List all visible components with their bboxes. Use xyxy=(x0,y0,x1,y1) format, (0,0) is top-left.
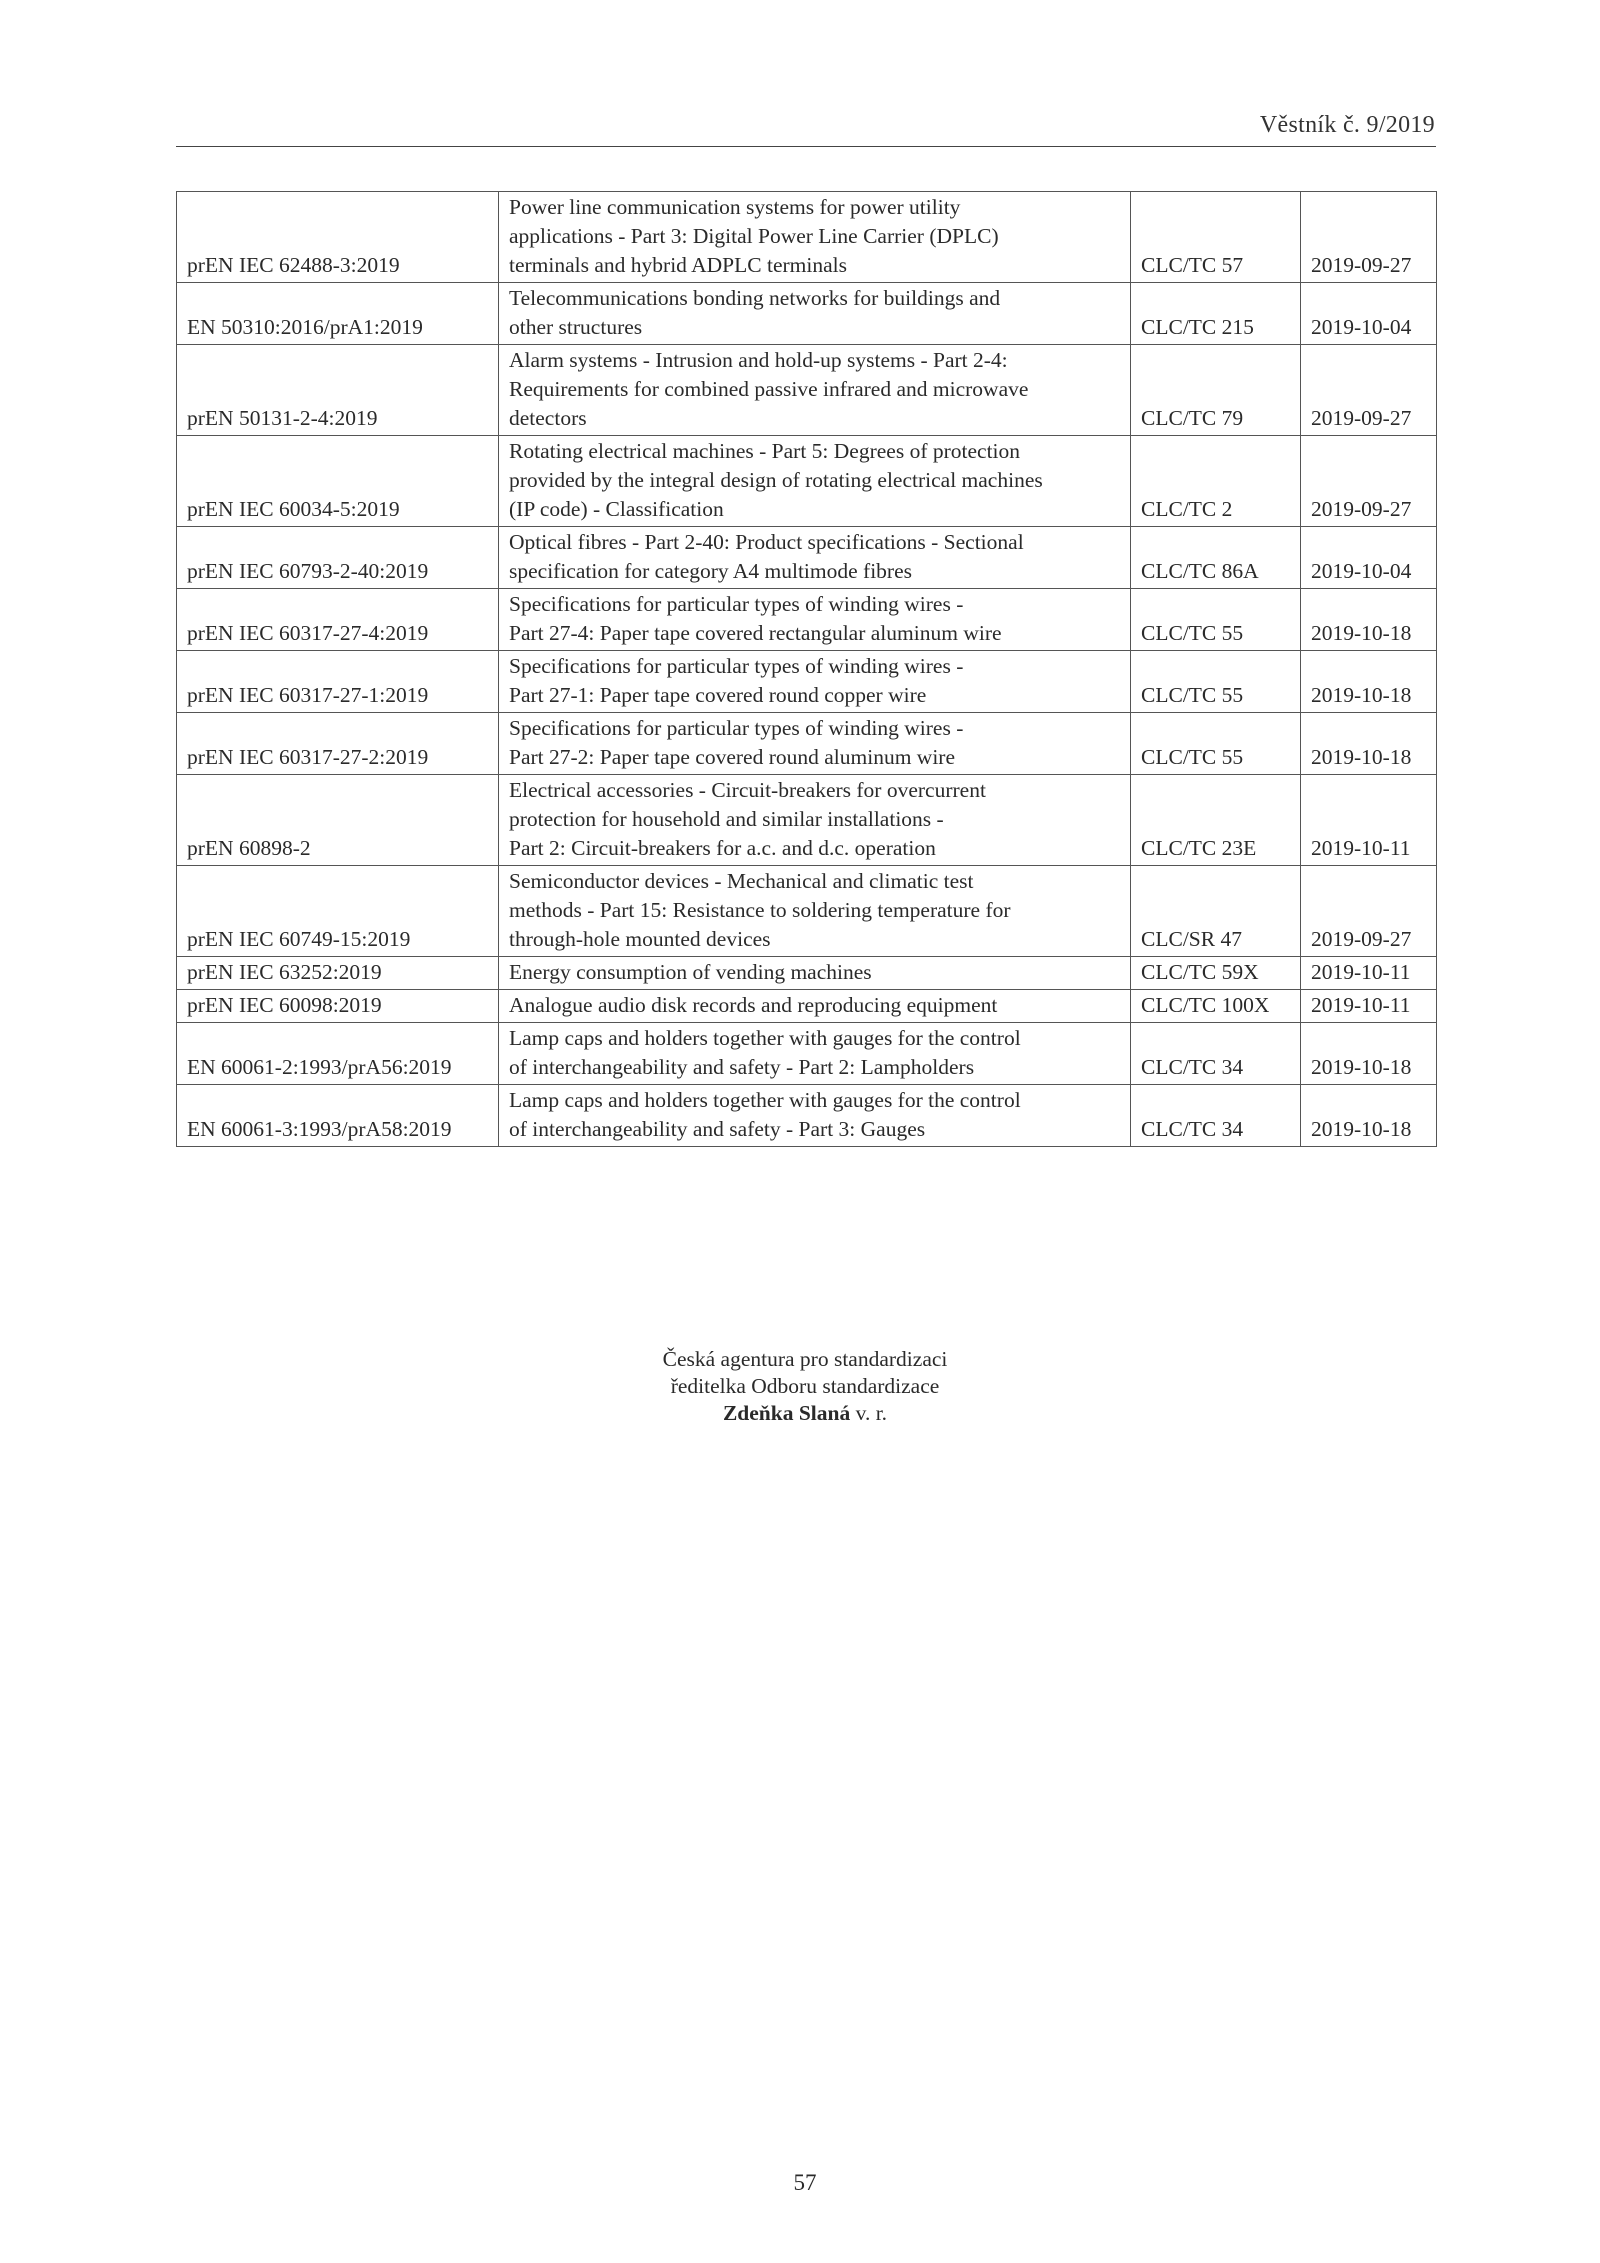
standard-title-cell: Lamp caps and holders together with gauges for the control of interchangeability and safety - Part 2: Lampholders xyxy=(499,1023,1131,1085)
committee-cell: CLC/TC 59X xyxy=(1131,957,1301,990)
standard-title-cell: Energy consumption of vending machines xyxy=(499,957,1131,990)
journal-issue-title: Věstník č. 9/2019 xyxy=(1259,112,1435,138)
deadline-date-cell: 2019-10-11 xyxy=(1301,775,1437,866)
signature-line xyxy=(0,1400,1600,1427)
table-row xyxy=(177,713,1437,775)
committee-cell: CLC/TC 2 xyxy=(1131,436,1301,527)
deadline-date-cell: 2019-10-11 xyxy=(1301,990,1437,1023)
deadline-date-cell: 2019-09-27 xyxy=(1301,192,1437,283)
table-row xyxy=(177,436,1437,527)
standard-title-cell: Optical fibres - Part 2-40: Product specifications - Sectional specification for category A4 multimode fibres xyxy=(499,527,1131,589)
committee-cell: CLC/TC 79 xyxy=(1131,345,1301,436)
standards-table-body xyxy=(177,192,1437,1147)
committee-cell: CLC/TC 34 xyxy=(1131,1023,1301,1085)
standard-code-cell: prEN IEC 63252:2019 xyxy=(177,957,499,990)
standard-title-cell: Telecommunications bonding networks for buildings and other structures xyxy=(499,283,1131,345)
table-row xyxy=(177,775,1437,866)
header-divider xyxy=(176,146,1436,147)
standard-code-cell: prEN 50131-2-4:2019 xyxy=(177,345,499,436)
deadline-date-cell: 2019-10-18 xyxy=(1301,589,1437,651)
standard-code-cell: prEN IEC 60034-5:2019 xyxy=(177,436,499,527)
standard-code-cell: prEN IEC 60749-15:2019 xyxy=(177,866,499,957)
committee-cell: CLC/TC 34 xyxy=(1131,1085,1301,1147)
standard-code-cell: EN 60061-3:1993/prA58:2019 xyxy=(177,1085,499,1147)
deadline-date-cell: 2019-10-04 xyxy=(1301,527,1437,589)
table-row xyxy=(177,283,1437,345)
deadline-date-cell: 2019-09-27 xyxy=(1301,436,1437,527)
table-row xyxy=(177,192,1437,283)
standard-code-cell: prEN IEC 60317-27-2:2019 xyxy=(177,713,499,775)
deadline-date-cell: 2019-10-18 xyxy=(1301,1023,1437,1085)
committee-cell: CLC/TC 86A xyxy=(1131,527,1301,589)
table-row xyxy=(177,345,1437,436)
standard-title-cell: Rotating electrical machines - Part 5: Degrees of protection provided by the integral design of rotating electrical machines (IP code) - Classification xyxy=(499,436,1131,527)
table-row xyxy=(177,651,1437,713)
standard-code-cell: EN 50310:2016/prA1:2019 xyxy=(177,283,499,345)
deadline-date-cell: 2019-10-11 xyxy=(1301,957,1437,990)
table-row xyxy=(177,1023,1437,1085)
table-row xyxy=(177,866,1437,957)
committee-cell: CLC/SR 47 xyxy=(1131,866,1301,957)
page-number: 57 xyxy=(793,2170,817,2195)
standard-title-cell: Lamp caps and holders together with gauges for the control of interchangeability and safety - Part 3: Gauges xyxy=(499,1085,1131,1147)
standard-title-cell: Specifications for particular types of winding wires - Part 27-1: Paper tape covered round copper wire xyxy=(499,651,1131,713)
deadline-date-cell: 2019-09-27 xyxy=(1301,345,1437,436)
table-row xyxy=(177,527,1437,589)
deadline-date-cell: 2019-10-18 xyxy=(1301,713,1437,775)
standard-code-cell: prEN IEC 60317-27-4:2019 xyxy=(177,589,499,651)
signature-position: ředitelka Odboru standardizace xyxy=(670,1374,940,1398)
committee-cell: CLC/TC 55 xyxy=(1131,589,1301,651)
standard-title-cell: Semiconductor devices - Mechanical and climatic test methods - Part 15: Resistance to soldering temperature for through-hole mounted devices xyxy=(499,866,1131,957)
committee-cell: CLC/TC 23E xyxy=(1131,775,1301,866)
standard-code-cell: prEN 60898-2 xyxy=(177,775,499,866)
deadline-date-cell: 2019-10-18 xyxy=(1301,1085,1437,1147)
committee-cell: CLC/TC 55 xyxy=(1131,651,1301,713)
standard-title-cell: Electrical accessories - Circuit-breakers for overcurrent protection for household and similar installations - Part 2: Circuit-breakers for a.c. and d.c. operation xyxy=(499,775,1131,866)
standard-code-cell: EN 60061-2:1993/prA56:2019 xyxy=(177,1023,499,1085)
standard-title-cell: Specifications for particular types of winding wires - Part 27-4: Paper tape covered rectangular aluminum wire xyxy=(499,589,1131,651)
standard-code-cell: prEN IEC 60098:2019 xyxy=(177,990,499,1023)
standards-table xyxy=(176,191,1437,1147)
signature-block xyxy=(0,1346,1600,1427)
committee-cell: CLC/TC 215 xyxy=(1131,283,1301,345)
standard-code-cell: prEN IEC 60793-2-40:2019 xyxy=(177,527,499,589)
signatory-name: Zdeňka Slaná xyxy=(722,1401,851,1425)
standard-code-cell: prEN IEC 62488-3:2019 xyxy=(177,192,499,283)
standard-title-cell: Alarm systems - Intrusion and hold-up systems - Part 2-4: Requirements for combined passive infrared and microwave detectors xyxy=(499,345,1131,436)
deadline-date-cell: 2019-10-18 xyxy=(1301,651,1437,713)
committee-cell: CLC/TC 55 xyxy=(1131,713,1301,775)
standard-title-cell: Analogue audio disk records and reproducing equipment xyxy=(499,990,1131,1023)
table-row xyxy=(177,957,1437,990)
deadline-date-cell: 2019-10-04 xyxy=(1301,283,1437,345)
signature-suffix: v. r. xyxy=(850,1401,888,1425)
standard-title-cell: Power line communication systems for power utility applications - Part 3: Digital Power Line Carrier (DPLC) terminals and hybrid ADPLC terminals xyxy=(499,192,1131,283)
committee-cell: CLC/TC 100X xyxy=(1131,990,1301,1023)
deadline-date-cell: 2019-09-27 xyxy=(1301,866,1437,957)
table-row xyxy=(177,1085,1437,1147)
committee-cell: CLC/TC 57 xyxy=(1131,192,1301,283)
standard-title-cell: Specifications for particular types of winding wires - Part 27-2: Paper tape covered round aluminum wire xyxy=(499,713,1131,775)
table-row xyxy=(177,589,1437,651)
table-row xyxy=(177,990,1437,1023)
signature-organization: Česká agentura pro standardizaci xyxy=(662,1347,948,1371)
standard-code-cell: prEN IEC 60317-27-1:2019 xyxy=(177,651,499,713)
